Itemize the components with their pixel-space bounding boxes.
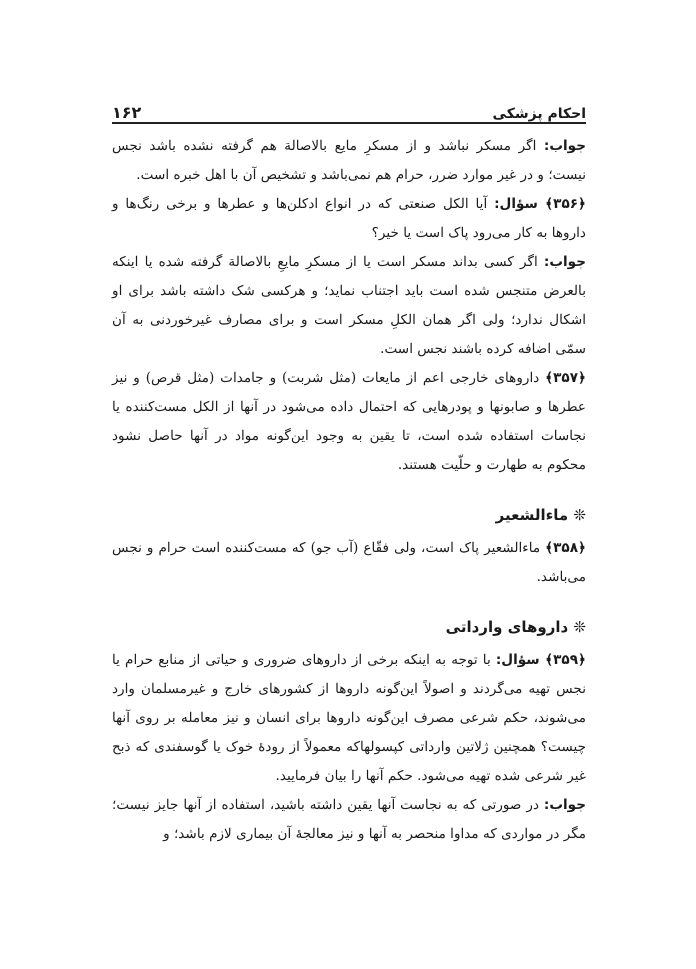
answer-label: جواب:: [543, 254, 586, 270]
ruling-paragraph: [112, 534, 586, 592]
ruling-number: ﴿۳۵۷﴾: [545, 370, 586, 386]
ruling-number: ﴿۳۵۶﴾: [545, 196, 587, 212]
answer-label: جواب:: [543, 138, 586, 154]
question-text: آیا الکل صنعتی که در انواع ادکلن‌ها و عطرها و برخی رنگ‌ها و داروها به کار می‌رود پاک است یا خیر؟: [112, 196, 586, 241]
question-label: سؤال:: [495, 652, 546, 668]
section-heading: ❊ داروهای وارداتی: [445, 618, 586, 636]
book-page: [112, 92, 586, 849]
question-paragraph: [112, 190, 586, 248]
answer-paragraph: [112, 791, 586, 849]
ruling-text: ماءالشعیر پاک است، ولی فقّاع (آب جو) که مست‌کننده است حرام و نجس می‌باشد.: [112, 540, 586, 585]
page-number: ۱۶۲: [112, 103, 142, 122]
ruling-number: ﴿۳۵۹﴾: [545, 652, 586, 668]
answer-text: در صورتی که به نجاست آنها یقین داشته باشید، استفاده از آنها جایز نیست؛ مگر در مواردی که مداوا منحصر به آنها و نیز معالجهٔ آن بیماری لازم باشد؛ و: [112, 797, 586, 842]
question-label: سؤال:: [494, 196, 546, 212]
answer-paragraph: [112, 132, 586, 190]
section-heading: ❊ ماءالشعیر: [495, 506, 586, 524]
answer-label: جواب:: [543, 797, 586, 813]
ruling-text: داروهای خارجی اعم از مایعات (مثل شربت) و جامدات (مثل قرص) و نیز عطرها و صابونها و پودرهایی که احتمال داده می‌شود در آنها از الکل مست‌کننده یا نجاسات استفاده شده است، تا یقین به وجود این‌گونه مواد در آنها حاصل نشود محکوم به طهارت و حلّیت هستند.: [112, 370, 586, 473]
answer-paragraph: [112, 248, 586, 364]
ruling-number: ﴿۳۵۸﴾: [545, 540, 586, 556]
answer-text: اگر مسکر نباشد و از مسکرِ مایع بالاصالة هم گرفته نشده باشد نجس نیست؛ و در غیر موارد ضرر، حرام هم نمی‌باشد و تشخیص آن با اهل خبره است.: [112, 138, 586, 183]
ruling-paragraph: [112, 364, 586, 480]
answer-text: اگر کسی بداند مسکر است یا از مسکرِ مایعِ بالاصالة گرفته شده یا اینکه بالعرض متنجس شده است باید اجتناب نماید؛ و هرکسی شک داشته باشد برای او اشکال ندارد؛ ولی اگر همان الکلِ مسکر است و برای مصارف غیرخوردنی به آن سمّی اضافه کرده باشند نجس است.: [112, 254, 586, 357]
page-body: [112, 132, 586, 849]
question-paragraph: [112, 646, 586, 791]
running-title: احکام پزشکی: [492, 106, 586, 122]
question-text: با توجه به اینکه برخی از داروهای ضروری و حیاتی از منابع حرام یا نجس تهیه می‌گردند و اصولاً این‌گونه داروها از کشورهای خارج و غیرمسلمان وارد می‌شوند، حکم شرعی مصرف این‌گونه داروها برای انسان و نیز معامله بر روی آنها چیست؟ همچنین ژلاتین وارداتی کپسولهاکه معمولاً از رودهٔ خوک یا گوسفندی که ذبح غیر شرعی شده تهیه می‌شود. حکم آنها را بیان فرمایید.: [112, 652, 586, 784]
page-header: [112, 92, 586, 124]
